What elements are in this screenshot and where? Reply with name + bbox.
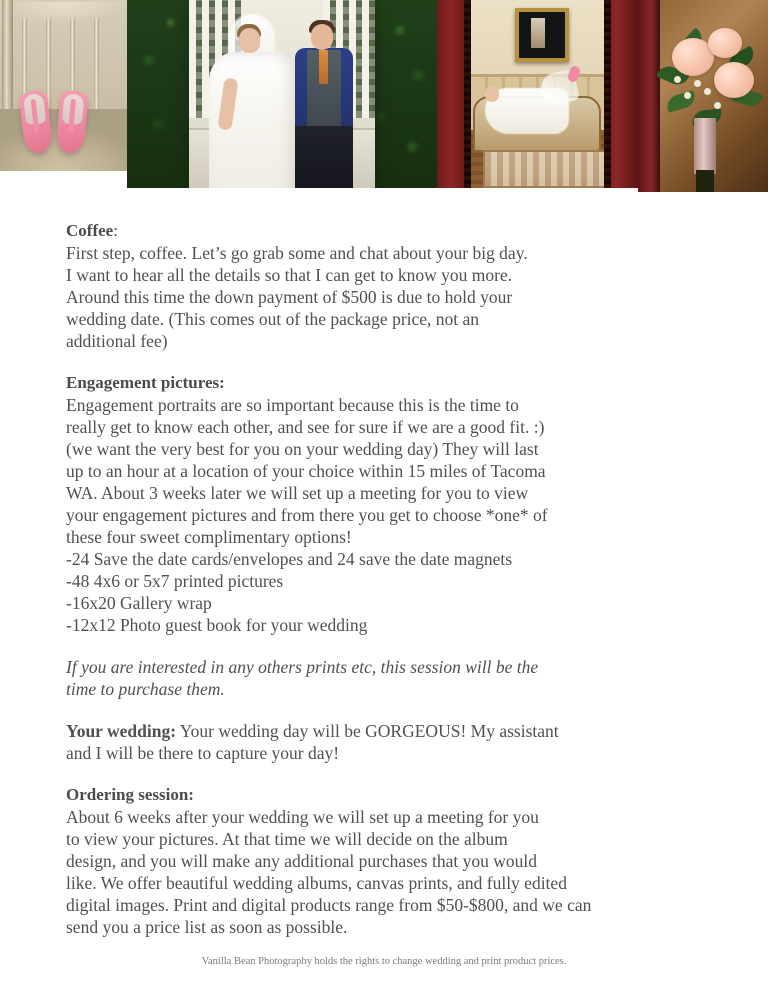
- bouquet-stems: [696, 170, 714, 192]
- photo-couple-on-swing: [127, 0, 437, 188]
- paragraph-line: Engagement portraits are so important because this is the time to: [66, 395, 519, 415]
- section-ordering-session: [66, 784, 702, 938]
- option-item: -24 Save the date cards/envelopes and 24 save the date magnets: [66, 549, 513, 569]
- paragraph-line: time to purchase them.: [66, 679, 225, 699]
- paragraph-line: your engagement pictures and from there you get to choose *one* of: [66, 505, 548, 525]
- paragraph-line: First step, coffee. Let’s go grab some and chat about your big day.: [66, 243, 528, 263]
- option-item: -16x20 Gallery wrap: [66, 593, 212, 613]
- heading-bold-text: Engagement pictures:: [66, 373, 225, 392]
- paragraph-line: send you a price list as soon as possible.: [66, 917, 348, 937]
- photo-bride-on-settee: [437, 0, 638, 188]
- headboard-bar: [94, 18, 99, 110]
- document-body: [0, 196, 768, 938]
- paragraph-line: like. We offer beautiful wedding albums, canvas prints, and fully edited: [66, 873, 567, 893]
- photo-blush-bouquet: [638, 0, 768, 192]
- paragraph-line: About 6 weeks after your wedding we will set up a meeting for you: [66, 807, 539, 827]
- section-coffee: [66, 220, 702, 352]
- footer-disclaimer: Vanilla Bean Photography holds the rights to change wedding and print product prices.: [201, 956, 567, 967]
- section-your-wedding: [66, 720, 702, 764]
- option-item: -12x12 Photo guest book for your wedding: [66, 615, 368, 635]
- framed-artwork: [515, 8, 569, 62]
- section-engagement-pictures: [66, 372, 702, 636]
- section-heading-coffee: [66, 220, 702, 242]
- header-photo-strip: [0, 0, 768, 196]
- velvet-curtain: [437, 0, 471, 188]
- paragraph-line: and I will be there to capture your day!: [66, 743, 340, 763]
- paragraph-line: really get to know each other, and see for sure if we are a good fit. :): [66, 417, 545, 437]
- option-item: -48 4x6 or 5x7 printed pictures: [66, 571, 284, 591]
- paragraph-line: I want to hear all the details so that I can get to know you more.: [66, 265, 513, 285]
- paragraph-line: design, and you will make any additional purchases that you would: [66, 851, 537, 871]
- oriental-rug: [483, 150, 607, 188]
- velvet-curtain: [604, 0, 638, 188]
- paragraph-line: digital images. Print and digital products range from $50-$800, and we can: [66, 895, 592, 915]
- paragraph-line: Around this time the down payment of $500 is due to hold your: [66, 287, 513, 307]
- paragraph-line: additional fee): [66, 331, 168, 351]
- ribbon-stem-wrap: [694, 118, 716, 174]
- section-heading-ordering-session: [66, 784, 702, 806]
- paragraph-line: up to an hour at a location of your choice within 15 miles of Tacoma: [66, 461, 546, 481]
- photo-pink-bridal-shoes: [0, 0, 127, 171]
- heading-bold-text: Coffee: [66, 221, 114, 240]
- paragraph-line: [66, 720, 702, 742]
- groom-figure: [293, 20, 371, 188]
- section-heading-engagement-pictures: [66, 372, 702, 394]
- bouquet-blooms: [662, 18, 762, 130]
- bride-face: [485, 86, 499, 102]
- inline-heading-your-wedding: Your wedding:: [66, 721, 177, 741]
- velvet-curtain: [638, 0, 660, 192]
- paragraph-line: If you are interested in any others prints etc, this session will be the: [66, 657, 539, 677]
- paragraph-line: WA. About 3 weeks later we will set up a meeting for you to view: [66, 483, 529, 503]
- bride-figure: [213, 22, 297, 188]
- heading-bold-text: Ordering session:: [66, 785, 194, 804]
- paragraph-line: to view your pictures. At that time we will decide on the album: [66, 829, 508, 849]
- paragraph-line: wedding date. (This comes out of the package price, not an: [66, 309, 480, 329]
- paragraph-line: (we want the very best for you on your wedding day) They will last: [66, 439, 539, 459]
- heading-plain-text: :: [113, 221, 118, 240]
- inline-rest-text: Your wedding day will be GORGEOUS! My assistant: [176, 721, 559, 741]
- section-purchase-note: [66, 656, 702, 700]
- paragraph-line: these four sweet complimentary options!: [66, 527, 352, 547]
